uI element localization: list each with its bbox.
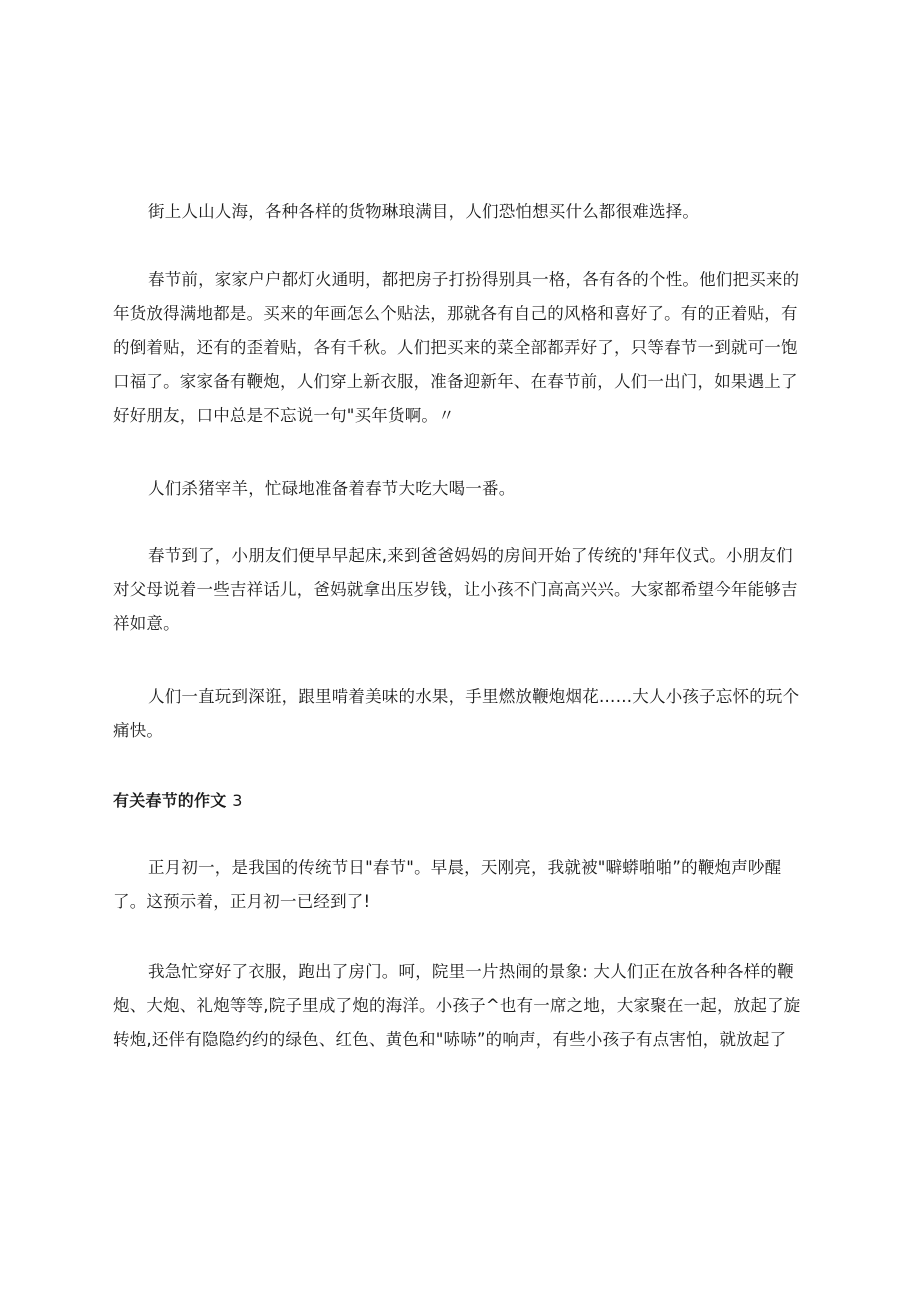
paragraph-line: 人们一直玩到深诳，跟里啃着美味的水果，手里燃放鞭炮烟花……大人小孩子忘怀的玩个 bbox=[148, 687, 800, 706]
paragraph-line: 的倒着贴，还有的歪着贴，各有千秋。人们把买来的菜全部都弄好了，只等春节一到就可一饱 bbox=[113, 338, 798, 357]
paragraph-line: 了。这预示着，正月初一已经到了! bbox=[113, 892, 371, 911]
heading-text: 有关春节的作文 bbox=[113, 791, 227, 810]
section-heading bbox=[113, 789, 813, 813]
paragraph-line: 我急忙穿好了衣服，跑出了房门。呵，院里一片热闹的景象: 大人们正在放各种各样的鞭 bbox=[148, 962, 794, 981]
paragraph-line: 对父母说着一些吉祥话儿，爸妈就拿出压岁钱，让小孩不门高高兴兴。大家都希望今年能够吉 bbox=[113, 580, 798, 599]
paragraph-line: 转炮,还伴有隐隐约约的绿色、红色、黄色和"哧哧”的响声，有些小孩子有点害怕，就放起了 bbox=[113, 1030, 787, 1049]
paragraph-line: 春节到了，小朋友们便早早起床,来到爸爸妈妈的房间开始了传统的'拜年仪式。小朋友们 bbox=[148, 546, 793, 565]
paragraph-line: 炮、大炮、礼炮等等,院子里成了炮的海洋。小孩子^也有一席之地，大家聚在一起，放起了旋 bbox=[113, 996, 801, 1015]
paragraph-line: 春节前，家家户户都灯火通明，都把房子打扮得别具一格，各有各的个性。他们把买来的 bbox=[148, 270, 800, 289]
paragraph-line: 祥如意。 bbox=[113, 614, 180, 633]
paragraph-line: 街上人山人海，各种各样的货物琳琅满目，人们恐怕想买什么都很难选择。 bbox=[148, 202, 700, 221]
paragraph-line: 年货放得满地都是。买来的年画怎么个贴法，那就各有自己的风格和喜好了。有的正着贴，有 bbox=[113, 304, 798, 323]
paragraph-line: 人们杀猪宰羊，忙碌地准备着春节大吃大喝一番。 bbox=[148, 479, 516, 498]
paragraph-line: 正月初一，是我国的传统节日"春节"。早晨，天刚亮，我就被"噼蟒啪啪”的鞭炮声吵醒 bbox=[148, 858, 782, 877]
paragraph-line: 好好朋友，口中总是不忘说一句"买年货啊。〃 bbox=[113, 406, 455, 425]
paragraph-line: 痛快。 bbox=[113, 721, 164, 740]
paragraph-line: 口福了。家家备有鞭炮，人们穿上新衣服，准备迎新年、在春节前，人们一出门，如果遇上了 bbox=[113, 372, 798, 391]
heading-number: 3 bbox=[232, 791, 243, 810]
